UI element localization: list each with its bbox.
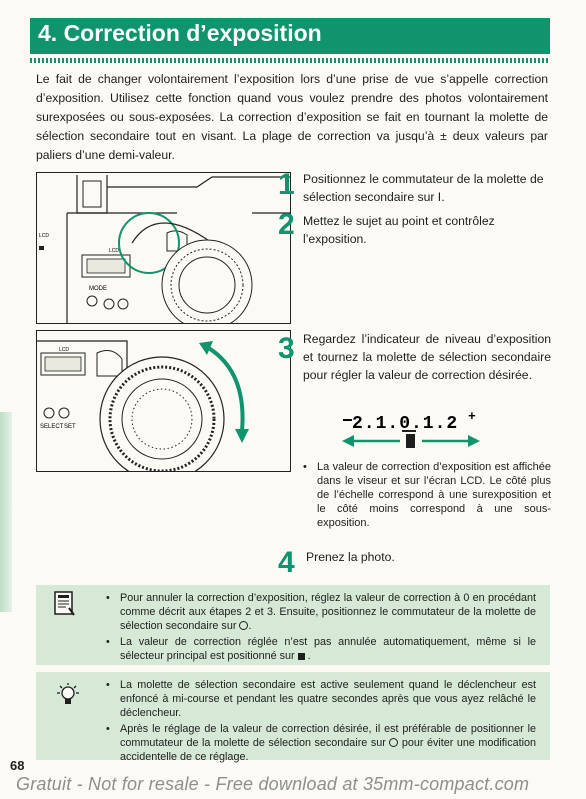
note-2-item-2-text: Après le réglage de la valeur de correction désirée, il est préférable de positionner le commutateur de la molette de sélection secondaire sur bbox=[120, 723, 536, 749]
note-box-cancel bbox=[36, 585, 550, 665]
note-1-item-2-text: La valeur de correction réglée n’est pas annulée automatiquement, même si le sélecteur principal est positionné sur bbox=[120, 636, 536, 662]
note-2-item-2-end: pour éviter une modification accidentelle de ce réglage. bbox=[120, 737, 537, 763]
select-label: SELECT bbox=[40, 424, 64, 430]
note-2-item-1: • La molette de sélection secondaire est active seulement quand le déclencheur est enfoncé à mi-course et pendant les quatre secondes après que vous ayez relâché le déclencheur. bbox=[120, 678, 536, 720]
camera-top-illustration bbox=[36, 172, 291, 324]
lcd-label: LCD bbox=[109, 248, 120, 254]
intro-paragraph: Le fait de changer volontairement l’exposition lors d’une prise de vue s’appelle correction d’exposition. Utilisez cette fonction quand vous voulez prendre des photos volontairement surexposées ou sous-exposées. La correction d’exposition se fait en tournant la molette de sélection secondaire tout en visant. La plage de correction va jusqu’à ± deux valeurs par paliers d’une demi-valeur. bbox=[36, 72, 548, 162]
set-label: SET bbox=[64, 424, 76, 430]
scale-plus-sign: + bbox=[468, 409, 476, 424]
step-3-bullet-text: La valeur de correction d’exposition est affichée dans le viseur et sur l’écran LCD. Le côté plus de l’échelle correspond à une surexposition et le côté moins correspond à une sous-exposition. bbox=[317, 461, 551, 529]
note-1-item-1-end: . bbox=[248, 620, 252, 632]
scale-minus-sign: − bbox=[342, 412, 353, 432]
note-2-item-2 bbox=[120, 722, 536, 764]
page-number: 68 bbox=[10, 758, 25, 773]
memo-icon bbox=[54, 591, 76, 617]
step-3-text: Regardez l’indicateur de niveau d’exposition et tournez la molette de sélection secondaire pour régler la valeur de correction désirée. bbox=[303, 332, 551, 382]
step-2-text: Mettez le sujet au point et contrôlez l’exposition. bbox=[303, 214, 495, 246]
svg-text:LCD: LCD bbox=[59, 347, 70, 353]
step-2-number: 2 bbox=[278, 208, 295, 241]
note-box-tip bbox=[36, 672, 550, 763]
lock-position-icon bbox=[298, 653, 305, 660]
step-3-bullet: • La valeur de correction d’exposition est affichée dans le viseur et sur l’écran LCD. Le côté plus de l’échelle correspond à une surexposition et le côté moins correspond à une sous-exposition. bbox=[303, 461, 551, 529]
step-1-number: 1 bbox=[278, 168, 295, 201]
plus-arrow-icon bbox=[468, 435, 480, 447]
step-4-text: Prenez la photo. bbox=[306, 550, 395, 564]
watermark: Gratuit - Not for resale - Free download at 35mm-compact.com bbox=[16, 774, 530, 794]
lightbulb-icon bbox=[54, 682, 82, 708]
exposure-indicator-block bbox=[406, 434, 415, 448]
scale-digits: 2.1.0.1.2 bbox=[352, 414, 459, 434]
page-edge-strip bbox=[0, 412, 12, 612]
dial-illustration bbox=[36, 330, 291, 472]
title-bar bbox=[30, 18, 550, 54]
note-1-item-1 bbox=[120, 591, 536, 633]
note-1-item-2 bbox=[120, 635, 536, 663]
title-underline bbox=[30, 58, 550, 63]
step-1-text: Positionnez le commutateur de la molette de sélection secondaire sur I. bbox=[303, 172, 544, 204]
page-title: 4. Correction d’exposition bbox=[38, 20, 322, 46]
exposure-level-scale bbox=[340, 408, 490, 458]
svg-text:LCD: LCD bbox=[39, 233, 50, 239]
off-position-icon-2 bbox=[389, 738, 398, 747]
note-1-item-1-text: Pour annuler la correction d’exposition, réglez la valeur de correction à 0 en procédant comme décrit aux étapes 2 et 3. Ensuite, positionnez le commutateur de la molette de sélection secondaire sur bbox=[120, 592, 536, 632]
note-1-item-2-end: . bbox=[307, 650, 311, 662]
step-3-number: 3 bbox=[278, 332, 295, 365]
step-4-number: 4 bbox=[278, 546, 295, 579]
minus-arrow-icon bbox=[342, 435, 354, 447]
mode-label: MODE bbox=[89, 286, 107, 292]
